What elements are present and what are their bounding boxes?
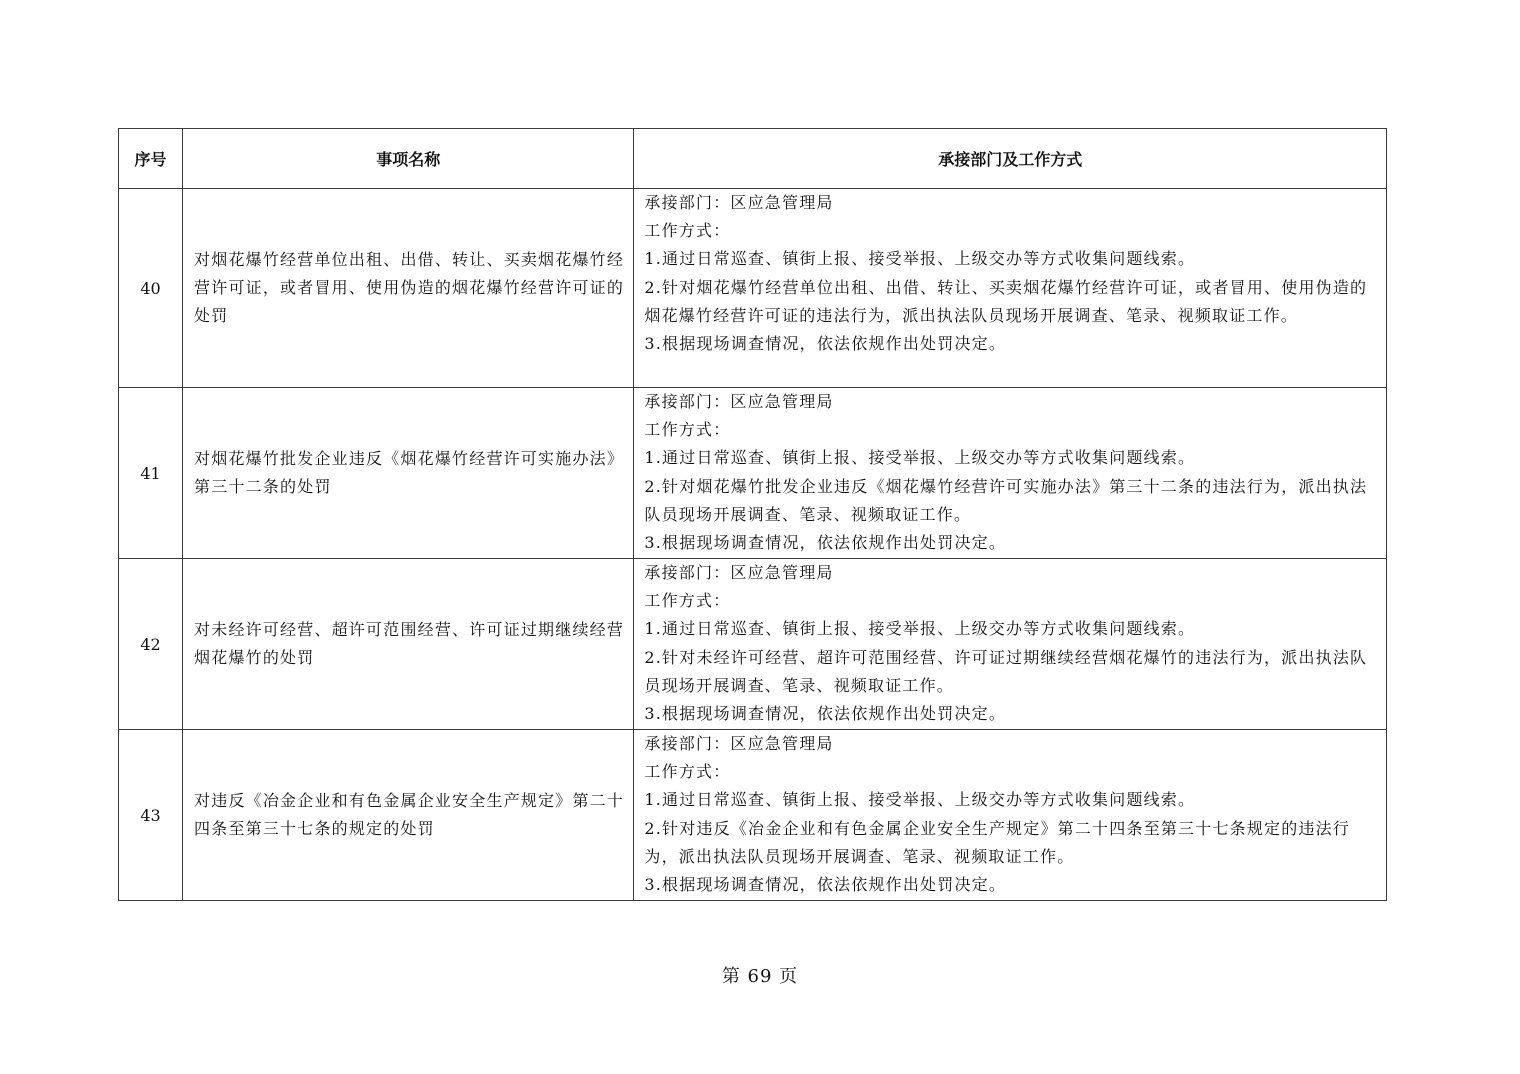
row-seq: 41	[119, 388, 183, 559]
method-label: 工作方式：	[644, 420, 731, 440]
dept-line: 承接部门：区应急管理局	[644, 193, 834, 212]
table-row	[119, 559, 1387, 730]
step-1: 1.通过日常巡查、镇街上报、接受举报、上级交办等方式收集问题线索。	[644, 790, 1196, 810]
step-3: 3.根据现场调查情况，依法依规作出处罚决定。	[644, 334, 1007, 354]
row-seq: 43	[119, 730, 183, 901]
step-1: 1.通过日常巡查、镇街上报、接受举报、上级交办等方式收集问题线索。	[644, 448, 1196, 468]
step-3: 3.根据现场调查情况，依法依规作出处罚决定。	[644, 704, 1007, 724]
row-dept	[634, 189, 1387, 388]
step-1: 1.通过日常巡查、镇街上报、接受举报、上级交办等方式收集问题线索。	[644, 249, 1196, 269]
table-header	[119, 129, 1387, 189]
step-2: 2.针对烟花爆竹经营单位出租、出借、转让、买卖烟花爆竹经营许可证，或者冒用、使用伪造的烟花爆竹经营许可证的违法行为，派出执法队员现场开展调查、笔录、视频取证工作。	[644, 277, 1368, 325]
row-dept	[634, 559, 1387, 730]
step-2: 2.针对违反《冶金企业和有色金属企业安全生产规定》第二十四条至第三十七条规定的违法行为，派出执法队员现场开展调查、笔录、视频取证工作。	[644, 818, 1351, 866]
header-seq: 序号	[119, 129, 183, 189]
step-3: 3.根据现场调查情况，依法依规作出处罚决定。	[644, 875, 1007, 895]
table-body	[119, 189, 1387, 901]
method-label: 工作方式：	[644, 221, 731, 241]
header-dept: 承接部门及工作方式	[634, 129, 1387, 189]
header-row	[119, 129, 1387, 189]
row-name: 对烟花爆竹经营单位出租、出借、转让、买卖烟花爆竹经营许可证，或者冒用、使用伪造的烟花爆竹经营许可证的处罚	[183, 189, 634, 388]
header-name: 事项名称	[183, 129, 634, 189]
row-dept	[634, 730, 1387, 901]
row-name: 对未经许可经营、超许可范围经营、许可证过期继续经营烟花爆竹的处罚	[183, 559, 634, 730]
row-seq: 40	[119, 189, 183, 388]
row-name: 对烟花爆竹批发企业违反《烟花爆竹经营许可实施办法》第三十二条的处罚	[183, 388, 634, 559]
method-label: 工作方式：	[644, 591, 731, 611]
row-name: 对违反《冶金企业和有色金属企业安全生产规定》第二十四条至第三十七条的规定的处罚	[183, 730, 634, 901]
dept-line: 承接部门：区应急管理局	[644, 392, 834, 411]
table-row	[119, 189, 1387, 388]
dept-line: 承接部门：区应急管理局	[644, 563, 834, 582]
step-2: 2.针对未经许可经营、超许可范围经营、许可证过期继续经营烟花爆竹的违法行为，派出执法队员现场开展调查、笔录、视频取证工作。	[644, 647, 1368, 695]
dept-line: 承接部门：区应急管理局	[644, 734, 834, 753]
method-label: 工作方式：	[644, 762, 731, 782]
page-number: 第 69 页	[721, 966, 799, 987]
row-seq: 42	[119, 559, 183, 730]
step-2: 2.针对烟花爆竹批发企业违反《烟花爆竹经营许可实施办法》第三十二条的违法行为，派出执法队员现场开展调查、笔录、视频取证工作。	[644, 476, 1368, 524]
step-1: 1.通过日常巡查、镇街上报、接受举报、上级交办等方式收集问题线索。	[644, 619, 1196, 639]
matters-table	[118, 128, 1387, 901]
table-row	[119, 388, 1387, 559]
step-3: 3.根据现场调查情况，依法依规作出处罚决定。	[644, 533, 1007, 553]
row-dept	[634, 388, 1387, 559]
table-row	[119, 730, 1387, 901]
